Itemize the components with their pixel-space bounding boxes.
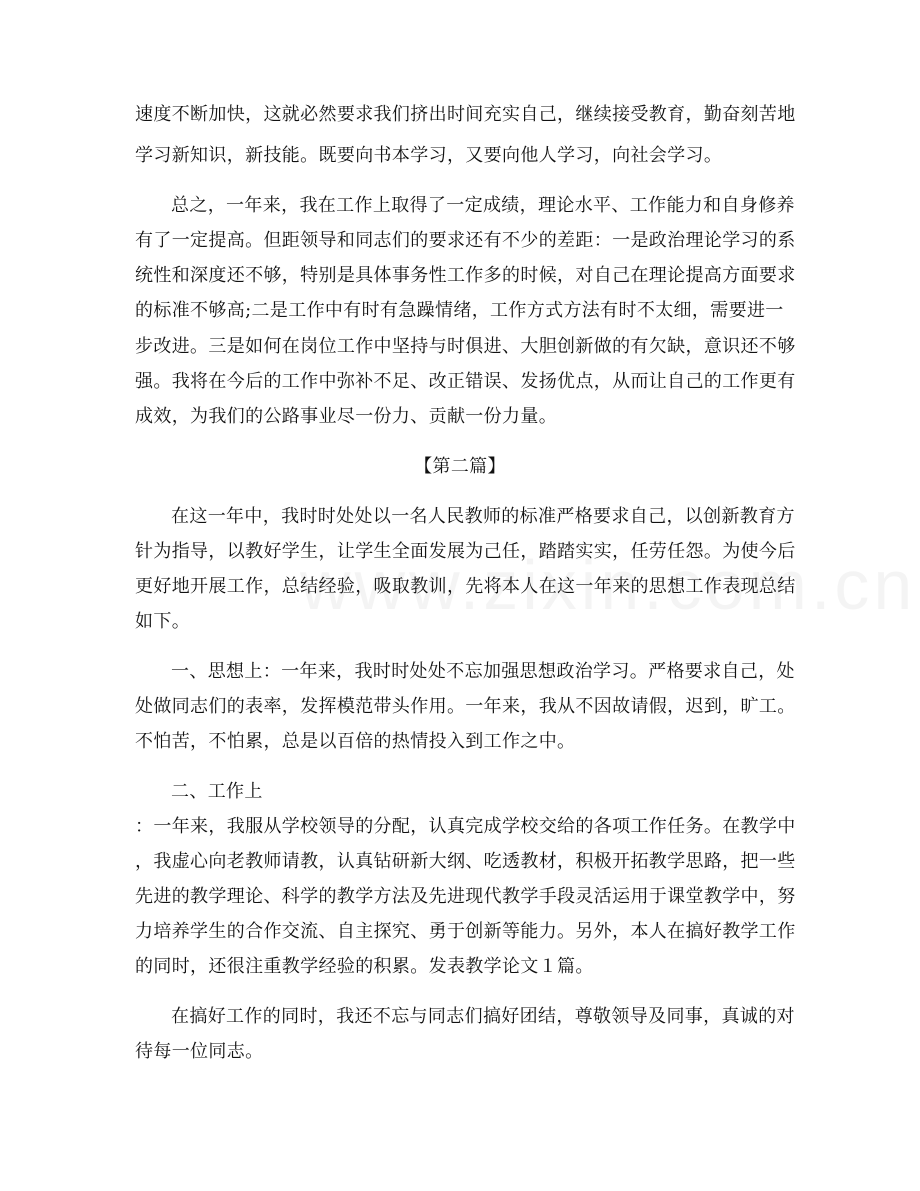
section-heading: 【第二篇】 [414,456,506,477]
text-line: 的标准不够高;二是工作中有时有急躁情绪，工作方式方法有时不太细，需要进一 [135,300,784,321]
text-line: 统性和深度还不够，特别是具体事务性工作多的时候，对自己在理论提高方面要求 [135,265,796,286]
text-line: ：一年来，我服从学校领导的分配，认真完成学校交给的各项工作任务。在教学中 [135,816,796,837]
text-line: 速度不断加快，这就必然要求我们挤出时间充实自己，继续接受教育，勤奋刻苦地 [135,104,796,125]
text-line: 更好地开展工作，总结经验，吸取教训，先将本人在这一年来的思想工作表现总结 [135,576,796,597]
text-line: 处做同志们的表率，发挥模范带头作用。一年来，我从不因故请假，迟到，旷工。 [135,696,796,717]
text-line: 强。我将在今后的工作中弥补不足、改正错误、发扬优点，从而让自己的工作更有 [135,371,796,392]
text-line: 先进的教学理论、科学的教学方法及先进现代教学手段灵活运用于课堂教学中，努 [135,886,796,907]
text-line: 的同时，还很注重教学经验的积累。发表教学论文１篇。 [135,956,594,977]
text-line: 总之，一年来，我在工作上取得了一定成绩，理论水平、工作能力和自身修养 [171,195,795,216]
text-line: 步改进。三是如何在岗位工作中坚持与时俱进、大胆创新做的有欠缺，意识还不够 [135,336,796,357]
text-line: 一、思想上：一年来，我时时处处不忘加强思想政治学习。严格要求自己，处 [171,661,795,682]
text-line: 在这一年中，我时时处处以一名人民教师的标准严格要求自己，以创新教育方 [171,506,795,527]
text-line: ，我虚心向老教师请教，认真钻研新大纲、吃透教材，积极开拓教学思路，把一些 [135,851,796,872]
text-line: 力培养学生的合作交流、自主探究、勇于创新等能力。另外，本人在搞好教学工作 [135,921,796,942]
text-line: 有了一定提高。但距领导和同志们的要求还有不少的差距：一是政治理论学习的系 [135,230,796,251]
text-line: 成效，为我们的公路事业尽一份力、贡献一份力量。 [135,406,558,427]
text-line: 针为指导，以教好学生，让学生全面发展为己任，踏踏实实，任劳任怨。为使今后 [135,541,796,562]
text-line: 二、工作上 [171,781,263,802]
text-line: 不怕苦，不怕累，总是以百倍的热情投入到工作之中。 [135,731,576,752]
text-line: 在搞好工作的同时，我还不忘与同志们搞好团结，尊敬领导及同事，真诚的对 [171,1006,795,1027]
text-line: 学习新知识，新技能。既要向书本学习，又要向他人学习，向社会学习。 [135,145,723,166]
text-line: 待每一位同志。 [135,1041,264,1062]
text-line: 如下。 [135,611,191,632]
